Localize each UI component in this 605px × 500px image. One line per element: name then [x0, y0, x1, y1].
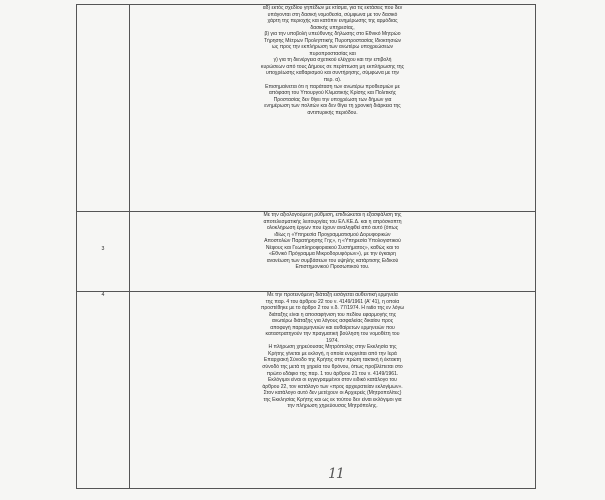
row-number: 3	[101, 246, 105, 252]
table-row	[77, 292, 536, 489]
text-line: διάταξης είναι η αποσαφήνιση του πεδίου εφαρμογής της	[268, 311, 397, 318]
text-line: Επαρχιακή Σύνοδο της Κρήτης στην πρώτη τακτική ή έκτακτη	[263, 357, 402, 364]
row-text-cell	[130, 212, 536, 292]
text-line: Επισημαίνεται ότι η παράταση των ανωτέρω προθεσμιών με	[265, 83, 400, 90]
text-line: Επιστημονικού Προσωπικού του.	[295, 264, 370, 271]
text-line: καταστρατηγούν την πραγματική βούληση του νομοθέτη του	[265, 331, 400, 338]
row-number-cell	[77, 292, 130, 489]
row-number: 4	[101, 292, 105, 298]
text-line: αδ) εκτός σχεδίου γηπέδων με κτίσμα, για τις εκτάσεις που δεν	[262, 5, 403, 11]
text-line: β) για την υποβολή υπεύθυνης δήλωσης στο Εθνικό Μητρώο	[264, 31, 401, 38]
text-line: ανανέωση των συμβάσεων του υψηλής κατάρτισης Ειδικού	[266, 257, 399, 264]
text-line: Νέφους και Γεωπληροφοριακού Συστήματος», καθώς και το	[265, 244, 400, 251]
text-line: άρθρου 22, τον κατάλογο των «προς αρχιερατείαν εκλογίμων».	[262, 383, 403, 390]
row-text-cell	[130, 292, 536, 489]
text-line: χάρτη της περιοχής και κατόπιν ενημέρωσης της αρμόδιας	[267, 18, 398, 25]
text-line: περ. α).	[323, 77, 342, 84]
text-line: ως προς την εκπλήρωση των ανωτέρω υποχρεώσεων	[271, 44, 394, 51]
text-line: αποφυγή παρερμηνειών και αυθαίρετων ερμηνειών που	[270, 324, 395, 331]
row-text-cell	[130, 5, 536, 212]
text-line: πρώτο εδάφιο της παρ. 1 του άρθρου 21 του ν. 4149/1961.	[266, 370, 399, 377]
text-line: υπάγονται στη δασική νομοθεσία, σύμφωνα με τον δασικό	[267, 11, 398, 18]
row-number-cell	[77, 5, 130, 212]
text-line: σύνοδό της μετά τη χηρεία του θρόνου, όπως προβλέπεται στο	[262, 364, 403, 371]
row-number-cell	[77, 212, 130, 292]
text-line: Με την αξιολογούμενη ρύθμιση, επιδιώκεται η εξασφάλιση της	[263, 212, 402, 218]
text-line: της παρ. 4 του άρθρου 22 του ν. 4149/1961 (Α' 41), η οποία	[265, 298, 400, 305]
text-line: κυρώσεων από τους Δήμους σε περίπτωση μη εκπλήρωσης της	[260, 63, 405, 70]
text-line: πυροπροστασίας και	[309, 50, 356, 57]
text-line: Στον κατάλογο αυτό δεν μετέχουν οι Αρχιερείς (Μητροπολίτες)	[263, 390, 402, 397]
explanatory-table	[76, 4, 536, 489]
text-line: Η πλήρωση χηρεύουσας Μητρόπολης στην Εκκλησία της	[268, 344, 397, 351]
page-number: 11	[328, 466, 344, 482]
text-line: Αποστολών Παρατήρησης Γης», η «Υπηρεσία Υπολογιστικού	[264, 238, 401, 245]
text-line: απόφαση του Υπουργού Κλιματικής Κρίσης και Πολιτικής	[268, 90, 397, 97]
text-line: ανωτέρω διάταξης για λόγους ασφαλείας δικαίου προς	[271, 318, 394, 325]
text-line: την πλήρωση χηρεύουσας Μητρόπολης.	[287, 403, 378, 410]
text-line: Τήρησης Μέτρων Προληπτικής Πυροπροστασίας Ιδιοκτησιών	[263, 37, 402, 44]
text-line: προστέθηκε με το άρθρο 2 του ν.δ. 77/1974. Η ratio της εν λόγω	[260, 305, 405, 312]
text-line: αντιπυρικής περιόδου.	[307, 109, 358, 116]
text-line: υποχρέωσης καθαρισμού και συντήρησης, σύμφωνα με την	[265, 70, 400, 77]
text-line: δασικής υπηρεσίας,	[310, 24, 355, 31]
text-line: Εκλόγιμοι είναι οι εγγεγραμμένοι στον ειδικό κατάλογο του	[268, 377, 397, 384]
text-line: ενημέρωση των πολιτών και δεν θίγει τη χρονική διάρκεια της	[264, 103, 401, 110]
text-line: ιδίως η «Υπηρεσία Προγραμματισμού Δορυφορικών	[274, 231, 391, 238]
text-line: «Εθνικό Πρόγραμμα Μικροδορυφόρων»), με την έγκαιρη	[269, 251, 396, 258]
text-line: γ) για τη διενέργεια σχετικού ελέγχου και την επιβολή	[273, 57, 392, 64]
table-row	[77, 212, 536, 292]
text-line: Κρήτης γίνεται με εκλογή, η οποία ενεργείται από την Ιερά	[268, 350, 397, 357]
text-line: της Εκκλησίας Κρήτης και ως εκ τούτου δεν είναι εκλόγιμοι για	[263, 396, 402, 403]
text-line: αποτελεσματικής λειτουργίας του ΕΛ.ΚΕ.Δ. και η απρόσκοπτη	[263, 218, 402, 225]
text-line: Με την προτεινόμενη διάταξη εισάγεται αυθεντική ερμηνεία	[267, 292, 398, 298]
text-line: Προστασίας δεν θίγει την υποχρέωση των δήμων για	[273, 96, 392, 103]
table-row	[77, 5, 536, 212]
text-line: ολοκλήρωση έργων που έχουν αναληφθεί από αυτό (όπως	[266, 225, 399, 232]
text-line: 1974.	[326, 337, 339, 344]
